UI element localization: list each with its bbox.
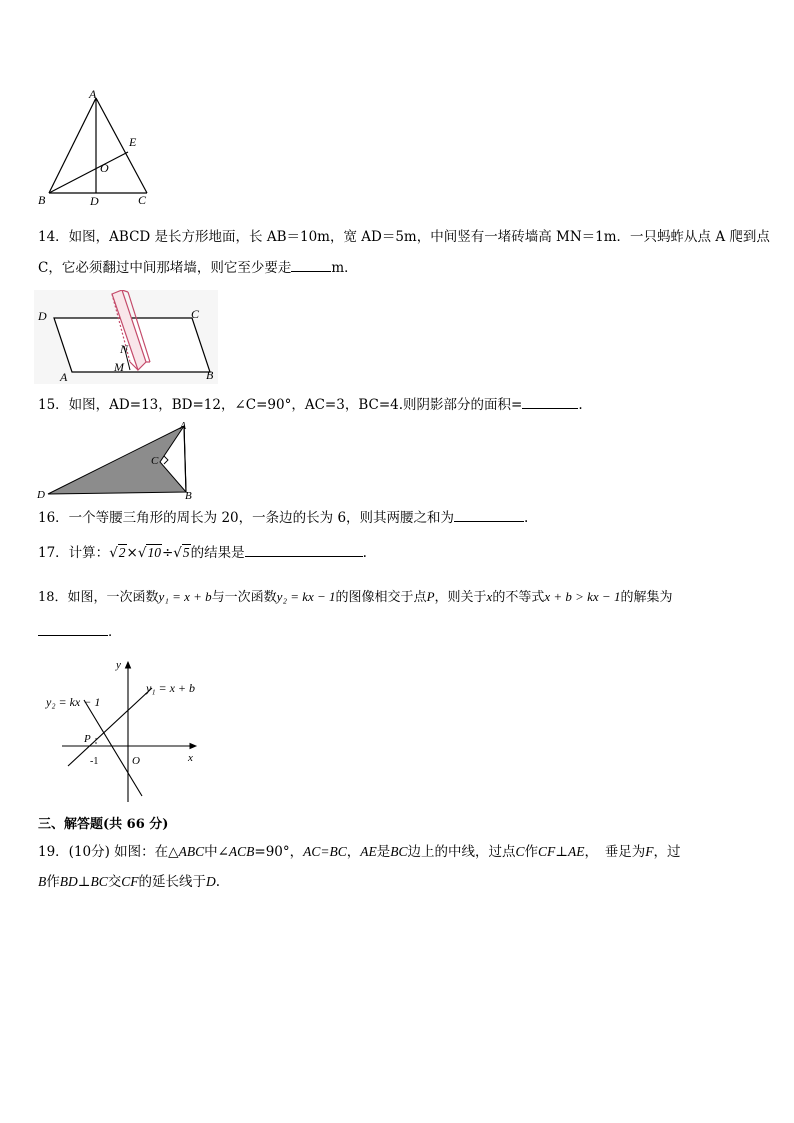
q19-t9: ，过 — [653, 844, 681, 860]
q18-end: ． — [108, 624, 122, 640]
label-y: y — [116, 659, 121, 671]
label-e: E — [129, 135, 137, 149]
q19-bdbc: BD⊥BC — [59, 874, 108, 889]
q17-end: . — [362, 545, 367, 561]
q17-text — [38, 544, 367, 562]
label-c: C — [138, 193, 147, 207]
sqrt-2: √2 — [109, 545, 126, 561]
q15-answer-blank[interactable] — [522, 396, 578, 409]
figure-shaded-triangle — [34, 420, 204, 500]
label-b: B — [206, 368, 214, 382]
q18-x: x — [486, 589, 493, 604]
q19-abc: ABC — [178, 844, 205, 859]
q15-end: . — [578, 397, 583, 413]
q14-answer-blank[interactable] — [291, 259, 331, 272]
q19-line1 — [38, 843, 681, 861]
q18-p2: 与一次函数 — [211, 590, 277, 605]
label-a: A — [89, 87, 97, 101]
q19-d: D — [205, 874, 216, 889]
label-b: B — [38, 193, 46, 207]
q19-line2 — [38, 873, 220, 891]
q18-line1 — [38, 588, 672, 607]
q14-line2-end: m． — [331, 260, 358, 276]
label-a: A — [180, 421, 187, 432]
label-b: B — [185, 490, 192, 500]
q16-question: 16．一个等腰三角形的周长为 20，一条边的长为 6，则其两腰之和为 — [38, 510, 455, 526]
q19-t12: 的延长线于 — [138, 874, 206, 890]
divide-sign: ÷ — [161, 545, 174, 561]
label-c: C — [151, 455, 159, 467]
label-d: D — [38, 309, 47, 323]
q18-f2: y₂ = kx − 1 — [276, 589, 336, 604]
label-d: D — [37, 489, 45, 500]
q19-t2: 中∠ — [204, 844, 229, 860]
sqrt-10: √10 — [137, 545, 161, 561]
q18-p4: ，则关于 — [434, 590, 487, 605]
q16-answer-blank[interactable] — [454, 509, 524, 522]
q18-p1: 18．如图，一次函数 — [38, 590, 159, 605]
label-m: M — [114, 360, 124, 374]
q19-t10: 作 — [46, 874, 60, 890]
label-minus-one: -1 — [90, 756, 99, 767]
q15-text — [38, 396, 583, 414]
q19-cf: CF — [121, 874, 139, 889]
label-x: x — [188, 752, 193, 764]
section-heading: 三、解答题(共 66 分) — [38, 817, 169, 832]
q19-t13: . — [215, 874, 221, 890]
q19-t8: ， 垂足为 — [584, 844, 646, 860]
q18-p5: 的不等式 — [492, 590, 545, 605]
q14-line1: 14．如图，ABCD 是长方形地面，长 AB＝10m，宽 AD＝5m，中间竖有一堵砖墙高 MN＝1m．一只蚂蚱从点 A 爬到点 — [38, 229, 770, 245]
q18-p6: 的解集为 — [620, 590, 673, 605]
q19-c: C — [515, 844, 525, 859]
q19-bc: BC — [390, 844, 408, 859]
q17-answer-blank[interactable] — [245, 544, 363, 557]
q19-t5: 是 — [376, 844, 391, 860]
q19-t11: 交 — [107, 874, 122, 890]
q18-inequality: x + b > kx − 1 — [544, 589, 621, 604]
q14-line2 — [38, 259, 358, 277]
q19-acbc: AC=BC — [303, 844, 347, 859]
q19-t7: 作 — [524, 844, 539, 860]
label-o: O — [100, 161, 109, 175]
figure-triangle-abc — [34, 86, 159, 208]
q19-t4: ， — [346, 844, 361, 860]
figure-rectangle-wall — [34, 290, 218, 384]
sqrt-5: √5 — [173, 545, 190, 561]
label-c: C — [191, 307, 200, 321]
q19-t6: 边上的中线，过点 — [407, 844, 516, 860]
label-n: N — [120, 342, 129, 356]
label-o: O — [132, 755, 140, 767]
q19-ae: AE — [360, 844, 377, 859]
q19-cfae: CF⊥AE — [538, 844, 585, 859]
q18-point: P — [426, 589, 435, 604]
q18-line2 — [38, 623, 122, 641]
label-y1-line: y₁ = x + b — [146, 681, 196, 695]
q15-question: 15．如图，AD=13，BD=12，∠C=90°，AC=3，BC=4.则阴影部分的面积= — [38, 397, 523, 413]
label-y2-line: y₂ = kx − 1 — [46, 695, 101, 709]
label-d: D — [90, 194, 99, 208]
q19-f: F — [645, 844, 654, 859]
figure-linear-functions — [40, 654, 210, 804]
q16-text — [38, 509, 528, 527]
q19-b: B — [38, 874, 47, 889]
q17-suffix: 的结果是 — [190, 545, 245, 561]
q19-t3: =90°， — [254, 844, 304, 860]
label-a: A — [60, 370, 68, 384]
q17-prefix: 17．计算： — [38, 545, 110, 561]
q16-end: . — [524, 510, 529, 526]
q18-p3: 的图像相交于点 — [335, 590, 427, 605]
label-p: P — [84, 733, 91, 745]
q18-answer-blank[interactable] — [38, 623, 108, 636]
q14-line2-text: C，它必须翻过中间那堵墙，则它至少要走 — [38, 260, 292, 276]
q19-t1: 19．(10分) 如图：在△ — [38, 844, 179, 860]
q19-acb: ACB — [228, 844, 255, 859]
times-sign: × — [126, 545, 138, 561]
q18-f1: y₁ = x + b — [158, 589, 212, 604]
